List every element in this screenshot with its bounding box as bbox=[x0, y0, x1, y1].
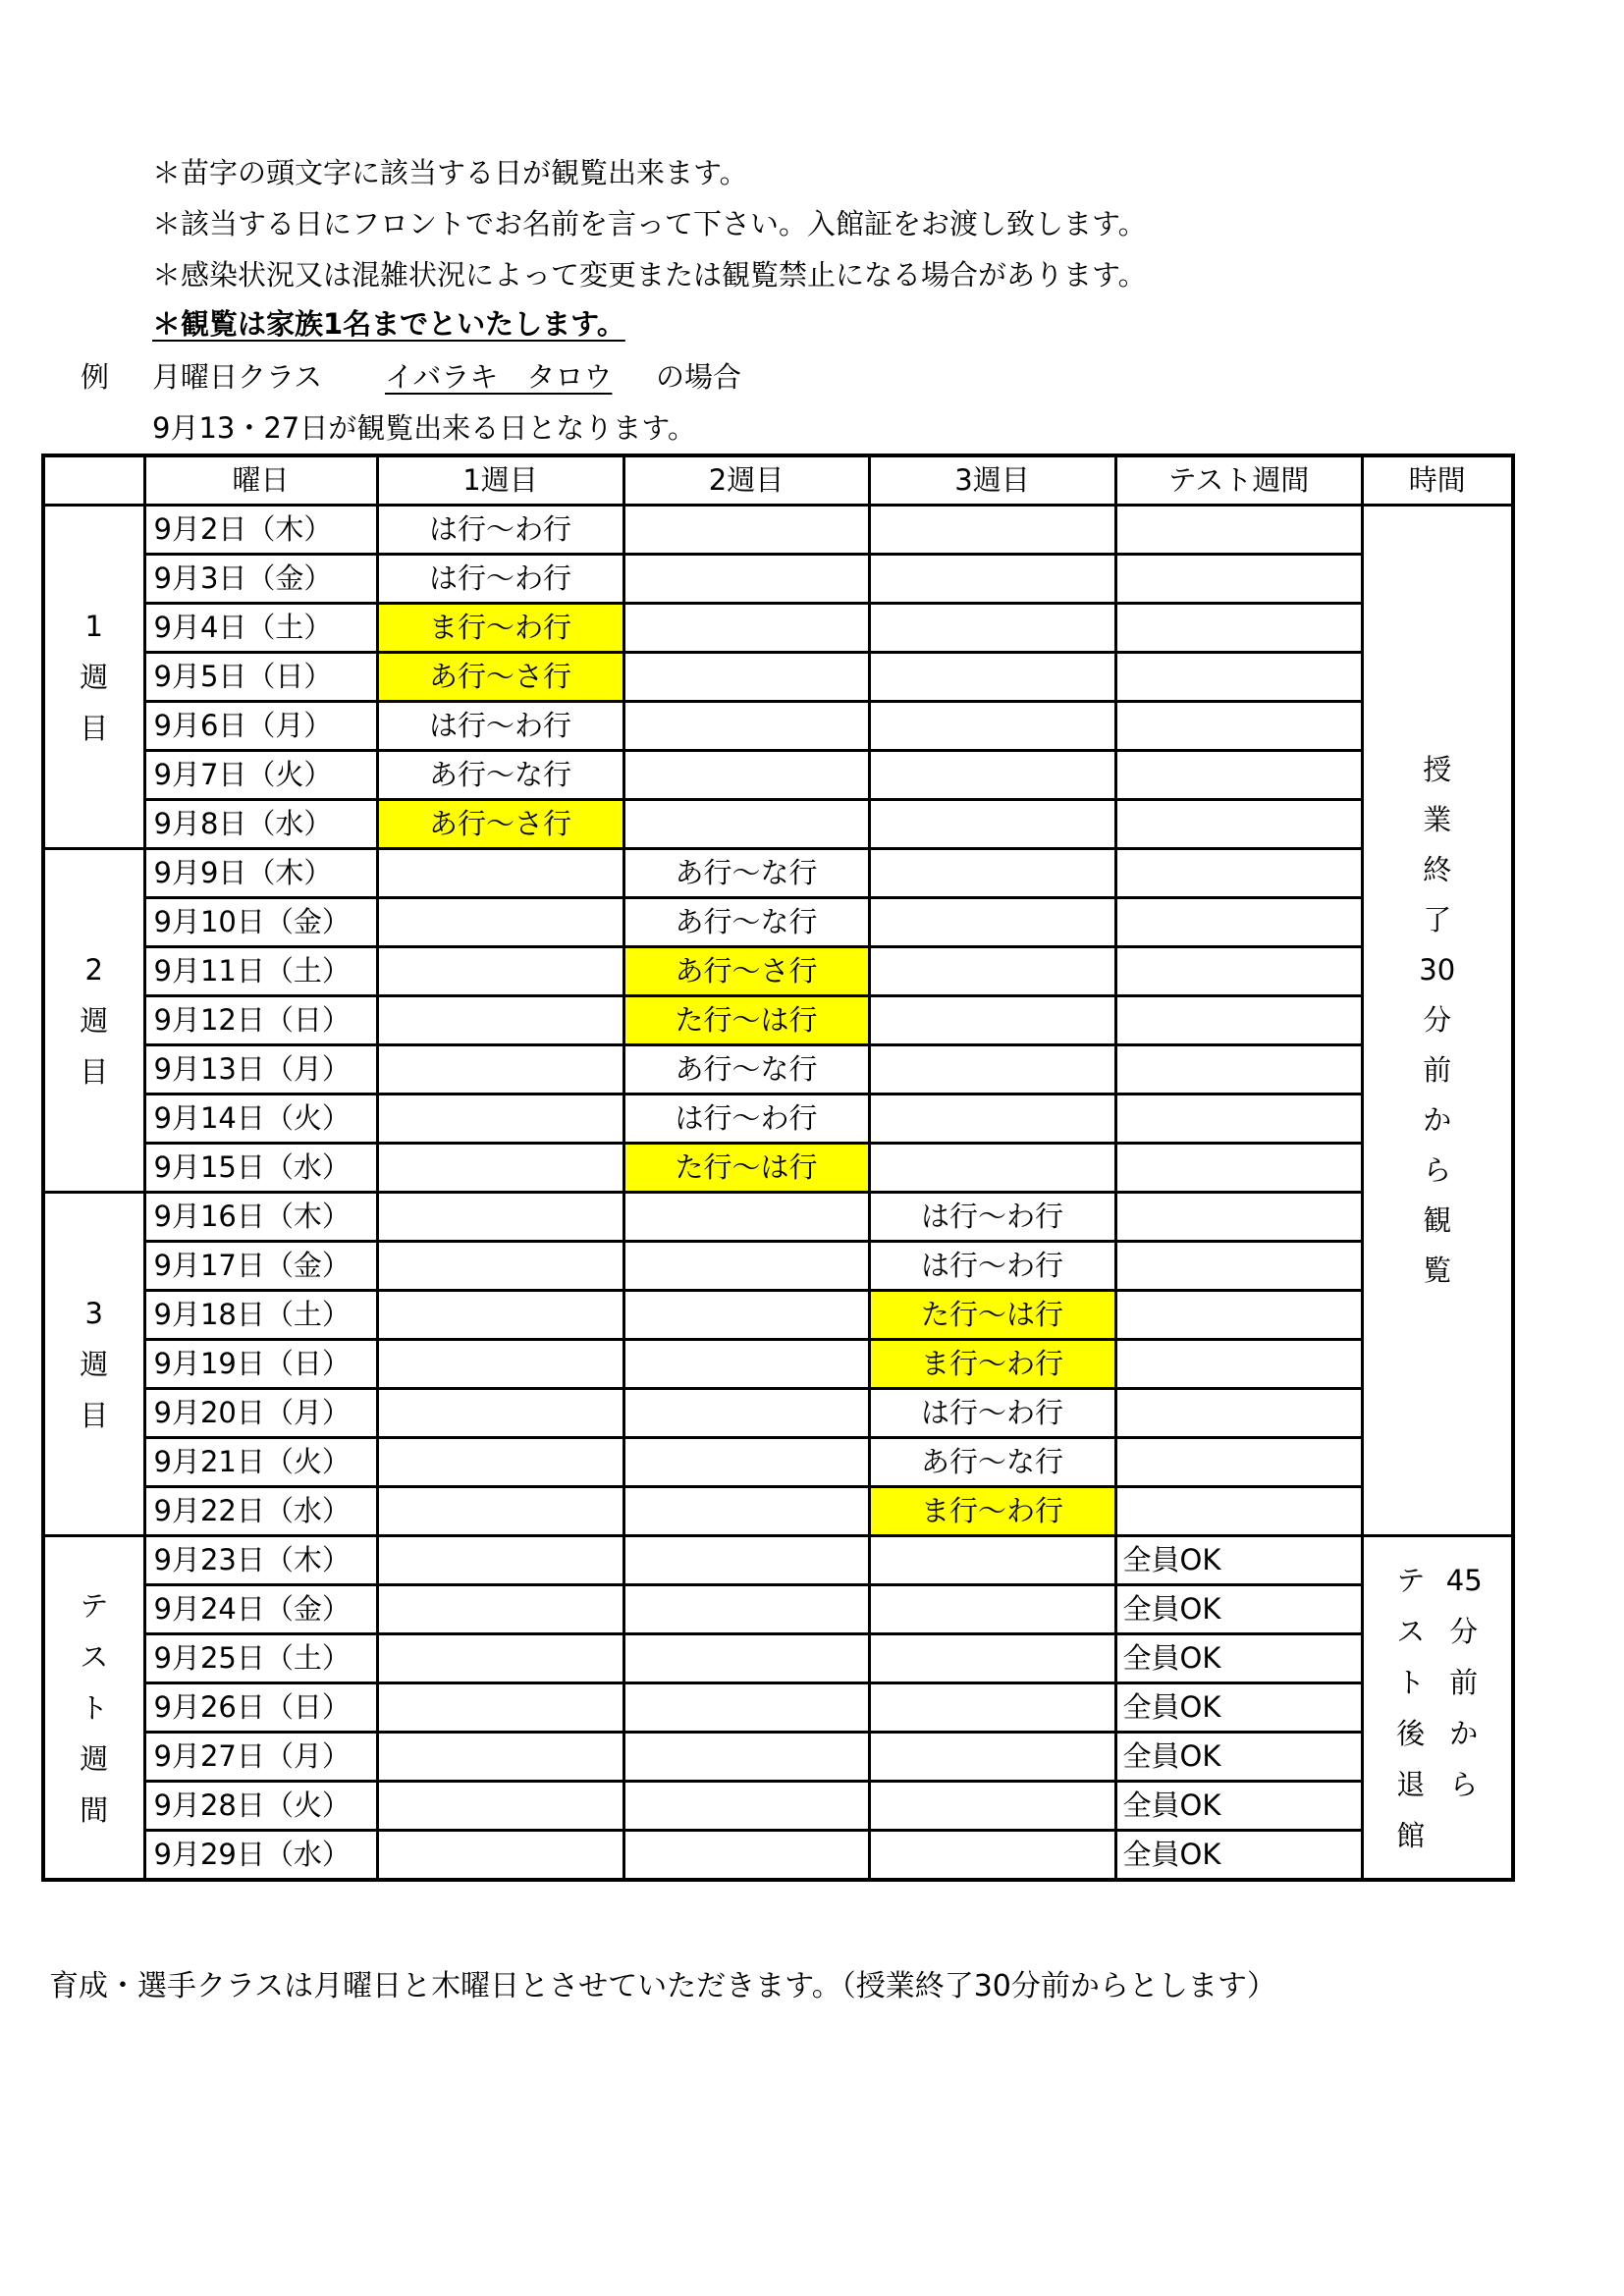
test-week-cell bbox=[1115, 506, 1362, 555]
week-2-cell bbox=[623, 1634, 869, 1683]
table-row bbox=[43, 1683, 1513, 1733]
test-week-cell bbox=[1115, 555, 1362, 604]
week-group-text: 3週目 bbox=[80, 1296, 109, 1432]
table-row bbox=[43, 1487, 1513, 1536]
week-1-cell bbox=[377, 1438, 623, 1487]
week-3-cell bbox=[869, 898, 1115, 947]
table-row bbox=[43, 996, 1513, 1045]
test-week-cell: 全員OK bbox=[1115, 1733, 1362, 1782]
week-3-cell bbox=[869, 1683, 1115, 1733]
week-3-cell bbox=[869, 849, 1115, 898]
week-2-cell bbox=[623, 800, 869, 849]
table-row bbox=[43, 1291, 1513, 1340]
time-test-left-text: テスト後退館 bbox=[1396, 1563, 1426, 1852]
week-3-cell bbox=[869, 947, 1115, 996]
week-2-cell: あ行〜さ行 bbox=[623, 947, 869, 996]
week-3-cell bbox=[869, 1782, 1115, 1831]
day-cell: 9月5日（日） bbox=[144, 653, 377, 702]
week-1-cell: あ行〜さ行 bbox=[377, 800, 623, 849]
week-1-cell bbox=[377, 1095, 623, 1144]
week-2-cell: た行〜は行 bbox=[623, 1144, 869, 1193]
week-2-cell bbox=[623, 506, 869, 555]
week-1-cell bbox=[377, 1291, 623, 1340]
table-row bbox=[43, 898, 1513, 947]
week-2-cell: あ行〜な行 bbox=[623, 1045, 869, 1095]
week-1-cell bbox=[377, 996, 623, 1045]
note-4-family-limit: ＊観覧は家族1名までといたします。 bbox=[152, 307, 625, 341]
week-3-cell bbox=[869, 1585, 1115, 1634]
week-2-cell bbox=[623, 1733, 869, 1782]
test-week-cell bbox=[1115, 1144, 1362, 1193]
week-1-cell bbox=[377, 1683, 623, 1733]
table-row bbox=[43, 1340, 1513, 1389]
week-3-cell bbox=[869, 800, 1115, 849]
table-row bbox=[43, 1831, 1513, 1881]
week-3-cell bbox=[869, 1634, 1115, 1683]
test-week-cell bbox=[1115, 898, 1362, 947]
week-3-cell bbox=[869, 1831, 1115, 1881]
example-suffix: の場合 bbox=[656, 360, 742, 394]
table-row bbox=[43, 653, 1513, 702]
week-3-cell bbox=[869, 1095, 1115, 1144]
week-3-cell: ま行〜わ行 bbox=[869, 1340, 1115, 1389]
week-1-cell bbox=[377, 1389, 623, 1438]
day-cell: 9月25日（土） bbox=[144, 1634, 377, 1683]
week-1-cell bbox=[377, 1585, 623, 1634]
week-2-cell bbox=[623, 702, 869, 751]
week-3-cell bbox=[869, 702, 1115, 751]
day-cell: 9月13日（月） bbox=[144, 1045, 377, 1095]
example-class: 月曜日クラス bbox=[152, 360, 323, 394]
table-row bbox=[43, 1536, 1513, 1585]
day-cell: 9月11日（土） bbox=[144, 947, 377, 996]
week-1-cell bbox=[377, 1242, 623, 1291]
day-cell: 9月29日（水） bbox=[144, 1831, 377, 1881]
week-2-cell bbox=[623, 1389, 869, 1438]
time-regular-text: 授業終了30分前から観覧 bbox=[1419, 753, 1456, 1287]
table-row bbox=[43, 751, 1513, 800]
table-row bbox=[43, 1782, 1513, 1831]
week-2-cell bbox=[623, 1536, 869, 1585]
week-1-cell bbox=[377, 849, 623, 898]
week-1-cell: は行〜わ行 bbox=[377, 506, 623, 555]
week-1-cell bbox=[377, 1045, 623, 1095]
day-cell: 9月17日（金） bbox=[144, 1242, 377, 1291]
table-row bbox=[43, 506, 1513, 555]
week-2-cell bbox=[623, 1782, 869, 1831]
test-week-cell bbox=[1115, 1045, 1362, 1095]
test-week-cell bbox=[1115, 947, 1362, 996]
day-cell: 9月7日（火） bbox=[144, 751, 377, 800]
header-cell: 時間 bbox=[1362, 455, 1513, 506]
example-label: 例 bbox=[81, 360, 110, 394]
week-3-cell bbox=[869, 1536, 1115, 1585]
week-1-cell bbox=[377, 1144, 623, 1193]
week-3-cell: た行〜は行 bbox=[869, 1291, 1115, 1340]
table-row bbox=[43, 947, 1513, 996]
table-row bbox=[43, 1144, 1513, 1193]
test-week-cell bbox=[1115, 1193, 1362, 1242]
header-cell: 1週目 bbox=[377, 455, 623, 506]
test-week-cell bbox=[1115, 702, 1362, 751]
week-3-cell: あ行〜な行 bbox=[869, 1438, 1115, 1487]
schedule-table bbox=[41, 454, 1515, 1882]
test-week-cell: 全員OK bbox=[1115, 1536, 1362, 1585]
test-week-cell bbox=[1115, 849, 1362, 898]
test-week-cell bbox=[1115, 1291, 1362, 1340]
time-regular-cell bbox=[1362, 506, 1513, 1536]
week-2-cell bbox=[623, 1487, 869, 1536]
week-3-cell bbox=[869, 1733, 1115, 1782]
week-1-cell bbox=[377, 1634, 623, 1683]
test-week-cell bbox=[1115, 800, 1362, 849]
week-group-text: テスト週間 bbox=[80, 1588, 109, 1827]
day-cell: 9月4日（土） bbox=[144, 604, 377, 653]
week-2-cell: あ行〜な行 bbox=[623, 898, 869, 947]
day-cell: 9月27日（月） bbox=[144, 1733, 377, 1782]
day-cell: 9月22日（水） bbox=[144, 1487, 377, 1536]
week-group-text: 1週目 bbox=[80, 609, 109, 745]
table-row bbox=[43, 1438, 1513, 1487]
test-week-cell bbox=[1115, 1487, 1362, 1536]
week-3-cell bbox=[869, 751, 1115, 800]
test-week-cell: 全員OK bbox=[1115, 1634, 1362, 1683]
week-3-cell bbox=[869, 1144, 1115, 1193]
test-week-cell bbox=[1115, 1242, 1362, 1291]
table-row bbox=[43, 800, 1513, 849]
test-week-cell bbox=[1115, 1095, 1362, 1144]
time-test-cell bbox=[1362, 1536, 1513, 1881]
table-row bbox=[43, 1585, 1513, 1634]
test-week-cell: 全員OK bbox=[1115, 1683, 1362, 1733]
test-week-cell: 全員OK bbox=[1115, 1782, 1362, 1831]
day-cell: 9月20日（月） bbox=[144, 1389, 377, 1438]
table-row bbox=[43, 1045, 1513, 1095]
week-2-cell bbox=[623, 1193, 869, 1242]
week-1-cell bbox=[377, 1831, 623, 1881]
note-3: ＊感染状況又は混雑状況によって変更または観覧禁止になる場合があります。 bbox=[152, 258, 1147, 292]
day-cell: 9月15日（水） bbox=[144, 1144, 377, 1193]
day-cell: 9月23日（木） bbox=[144, 1536, 377, 1585]
day-cell: 9月12日（日） bbox=[144, 996, 377, 1045]
week-group-label bbox=[43, 1536, 144, 1881]
table-row bbox=[43, 849, 1513, 898]
week-2-cell bbox=[623, 604, 869, 653]
week-1-cell: は行〜わ行 bbox=[377, 702, 623, 751]
week-1-cell bbox=[377, 947, 623, 996]
week-2-cell bbox=[623, 1831, 869, 1881]
header-cell: 曜日 bbox=[144, 455, 377, 506]
day-cell: 9月21日（火） bbox=[144, 1438, 377, 1487]
week-1-cell bbox=[377, 1782, 623, 1831]
day-cell: 9月10日（金） bbox=[144, 898, 377, 947]
test-week-cell bbox=[1115, 1340, 1362, 1389]
week-1-cell bbox=[377, 1193, 623, 1242]
week-2-cell bbox=[623, 751, 869, 800]
note-1: ＊苗字の頭文字に該当する日が観覧出来ます。 bbox=[152, 156, 748, 189]
week-2-cell: あ行〜な行 bbox=[623, 849, 869, 898]
day-cell: 9月3日（金） bbox=[144, 555, 377, 604]
test-week-cell bbox=[1115, 604, 1362, 653]
header-cell: テスト週間 bbox=[1115, 455, 1362, 506]
example-result: 9月13・27日が観覧出来る日となります。 bbox=[152, 411, 696, 445]
day-cell: 9月19日（日） bbox=[144, 1340, 377, 1389]
week-group-label bbox=[43, 849, 144, 1193]
week-2-cell: は行〜わ行 bbox=[623, 1095, 869, 1144]
day-cell: 9月18日（土） bbox=[144, 1291, 377, 1340]
test-week-cell: 全員OK bbox=[1115, 1831, 1362, 1881]
day-cell: 9月14日（火） bbox=[144, 1095, 377, 1144]
week-2-cell: た行〜は行 bbox=[623, 996, 869, 1045]
week-3-cell bbox=[869, 506, 1115, 555]
test-week-cell bbox=[1115, 653, 1362, 702]
table-row bbox=[43, 1193, 1513, 1242]
week-group-label bbox=[43, 1193, 144, 1536]
week-1-cell: ま行〜わ行 bbox=[377, 604, 623, 653]
week-1-cell: あ行〜な行 bbox=[377, 751, 623, 800]
table-row bbox=[43, 1242, 1513, 1291]
week-1-cell bbox=[377, 1340, 623, 1389]
week-group-text: 2週目 bbox=[80, 952, 109, 1089]
week-1-cell bbox=[377, 898, 623, 947]
table-row bbox=[43, 1634, 1513, 1683]
day-cell: 9月16日（木） bbox=[144, 1193, 377, 1242]
footer-note: 育成・選手クラスは月曜日と木曜日とさせていただきます。（授業終了30分前からとします） bbox=[49, 1969, 1276, 2003]
week-1-cell bbox=[377, 1536, 623, 1585]
week-3-cell: は行〜わ行 bbox=[869, 1193, 1115, 1242]
test-week-cell bbox=[1115, 1438, 1362, 1487]
week-group-label bbox=[43, 506, 144, 849]
week-2-cell bbox=[623, 1291, 869, 1340]
header-cell: 3週目 bbox=[869, 455, 1115, 506]
week-2-cell bbox=[623, 555, 869, 604]
week-1-cell: は行〜わ行 bbox=[377, 555, 623, 604]
table-row bbox=[43, 1733, 1513, 1782]
test-week-cell bbox=[1115, 996, 1362, 1045]
week-2-cell bbox=[623, 1242, 869, 1291]
day-cell: 9月24日（金） bbox=[144, 1585, 377, 1634]
day-cell: 9月9日（木） bbox=[144, 849, 377, 898]
week-3-cell: ま行〜わ行 bbox=[869, 1487, 1115, 1536]
table-row bbox=[43, 1095, 1513, 1144]
header-cell bbox=[43, 455, 144, 506]
week-1-cell: あ行〜さ行 bbox=[377, 653, 623, 702]
week-2-cell bbox=[623, 1340, 869, 1389]
header-row bbox=[43, 455, 1513, 506]
header-cell: 2週目 bbox=[623, 455, 869, 506]
week-2-cell bbox=[623, 653, 869, 702]
week-2-cell bbox=[623, 1438, 869, 1487]
week-2-cell bbox=[623, 1683, 869, 1733]
test-week-cell bbox=[1115, 751, 1362, 800]
day-cell: 9月6日（月） bbox=[144, 702, 377, 751]
week-3-cell bbox=[869, 555, 1115, 604]
week-3-cell bbox=[869, 604, 1115, 653]
day-cell: 9月2日（木） bbox=[144, 506, 377, 555]
week-3-cell: は行〜わ行 bbox=[869, 1242, 1115, 1291]
day-cell: 9月28日（火） bbox=[144, 1782, 377, 1831]
week-3-cell bbox=[869, 653, 1115, 702]
week-3-cell bbox=[869, 1045, 1115, 1095]
day-cell: 9月8日（水） bbox=[144, 800, 377, 849]
example-person: イバラキ タロウ bbox=[385, 360, 613, 394]
week-3-cell: は行〜わ行 bbox=[869, 1389, 1115, 1438]
week-3-cell bbox=[869, 996, 1115, 1045]
table-row bbox=[43, 702, 1513, 751]
day-cell: 9月26日（日） bbox=[144, 1683, 377, 1733]
week-2-cell bbox=[623, 1585, 869, 1634]
test-week-cell bbox=[1115, 1389, 1362, 1438]
note-2: ＊該当する日にフロントでお名前を言って下さい。入館証をお渡し致します。 bbox=[152, 207, 1147, 240]
time-test-right-text: 45分前から bbox=[1445, 1563, 1483, 1801]
table-row bbox=[43, 555, 1513, 604]
test-week-cell: 全員OK bbox=[1115, 1585, 1362, 1634]
week-1-cell bbox=[377, 1733, 623, 1782]
table-row bbox=[43, 1389, 1513, 1438]
week-1-cell bbox=[377, 1487, 623, 1536]
table-row bbox=[43, 604, 1513, 653]
